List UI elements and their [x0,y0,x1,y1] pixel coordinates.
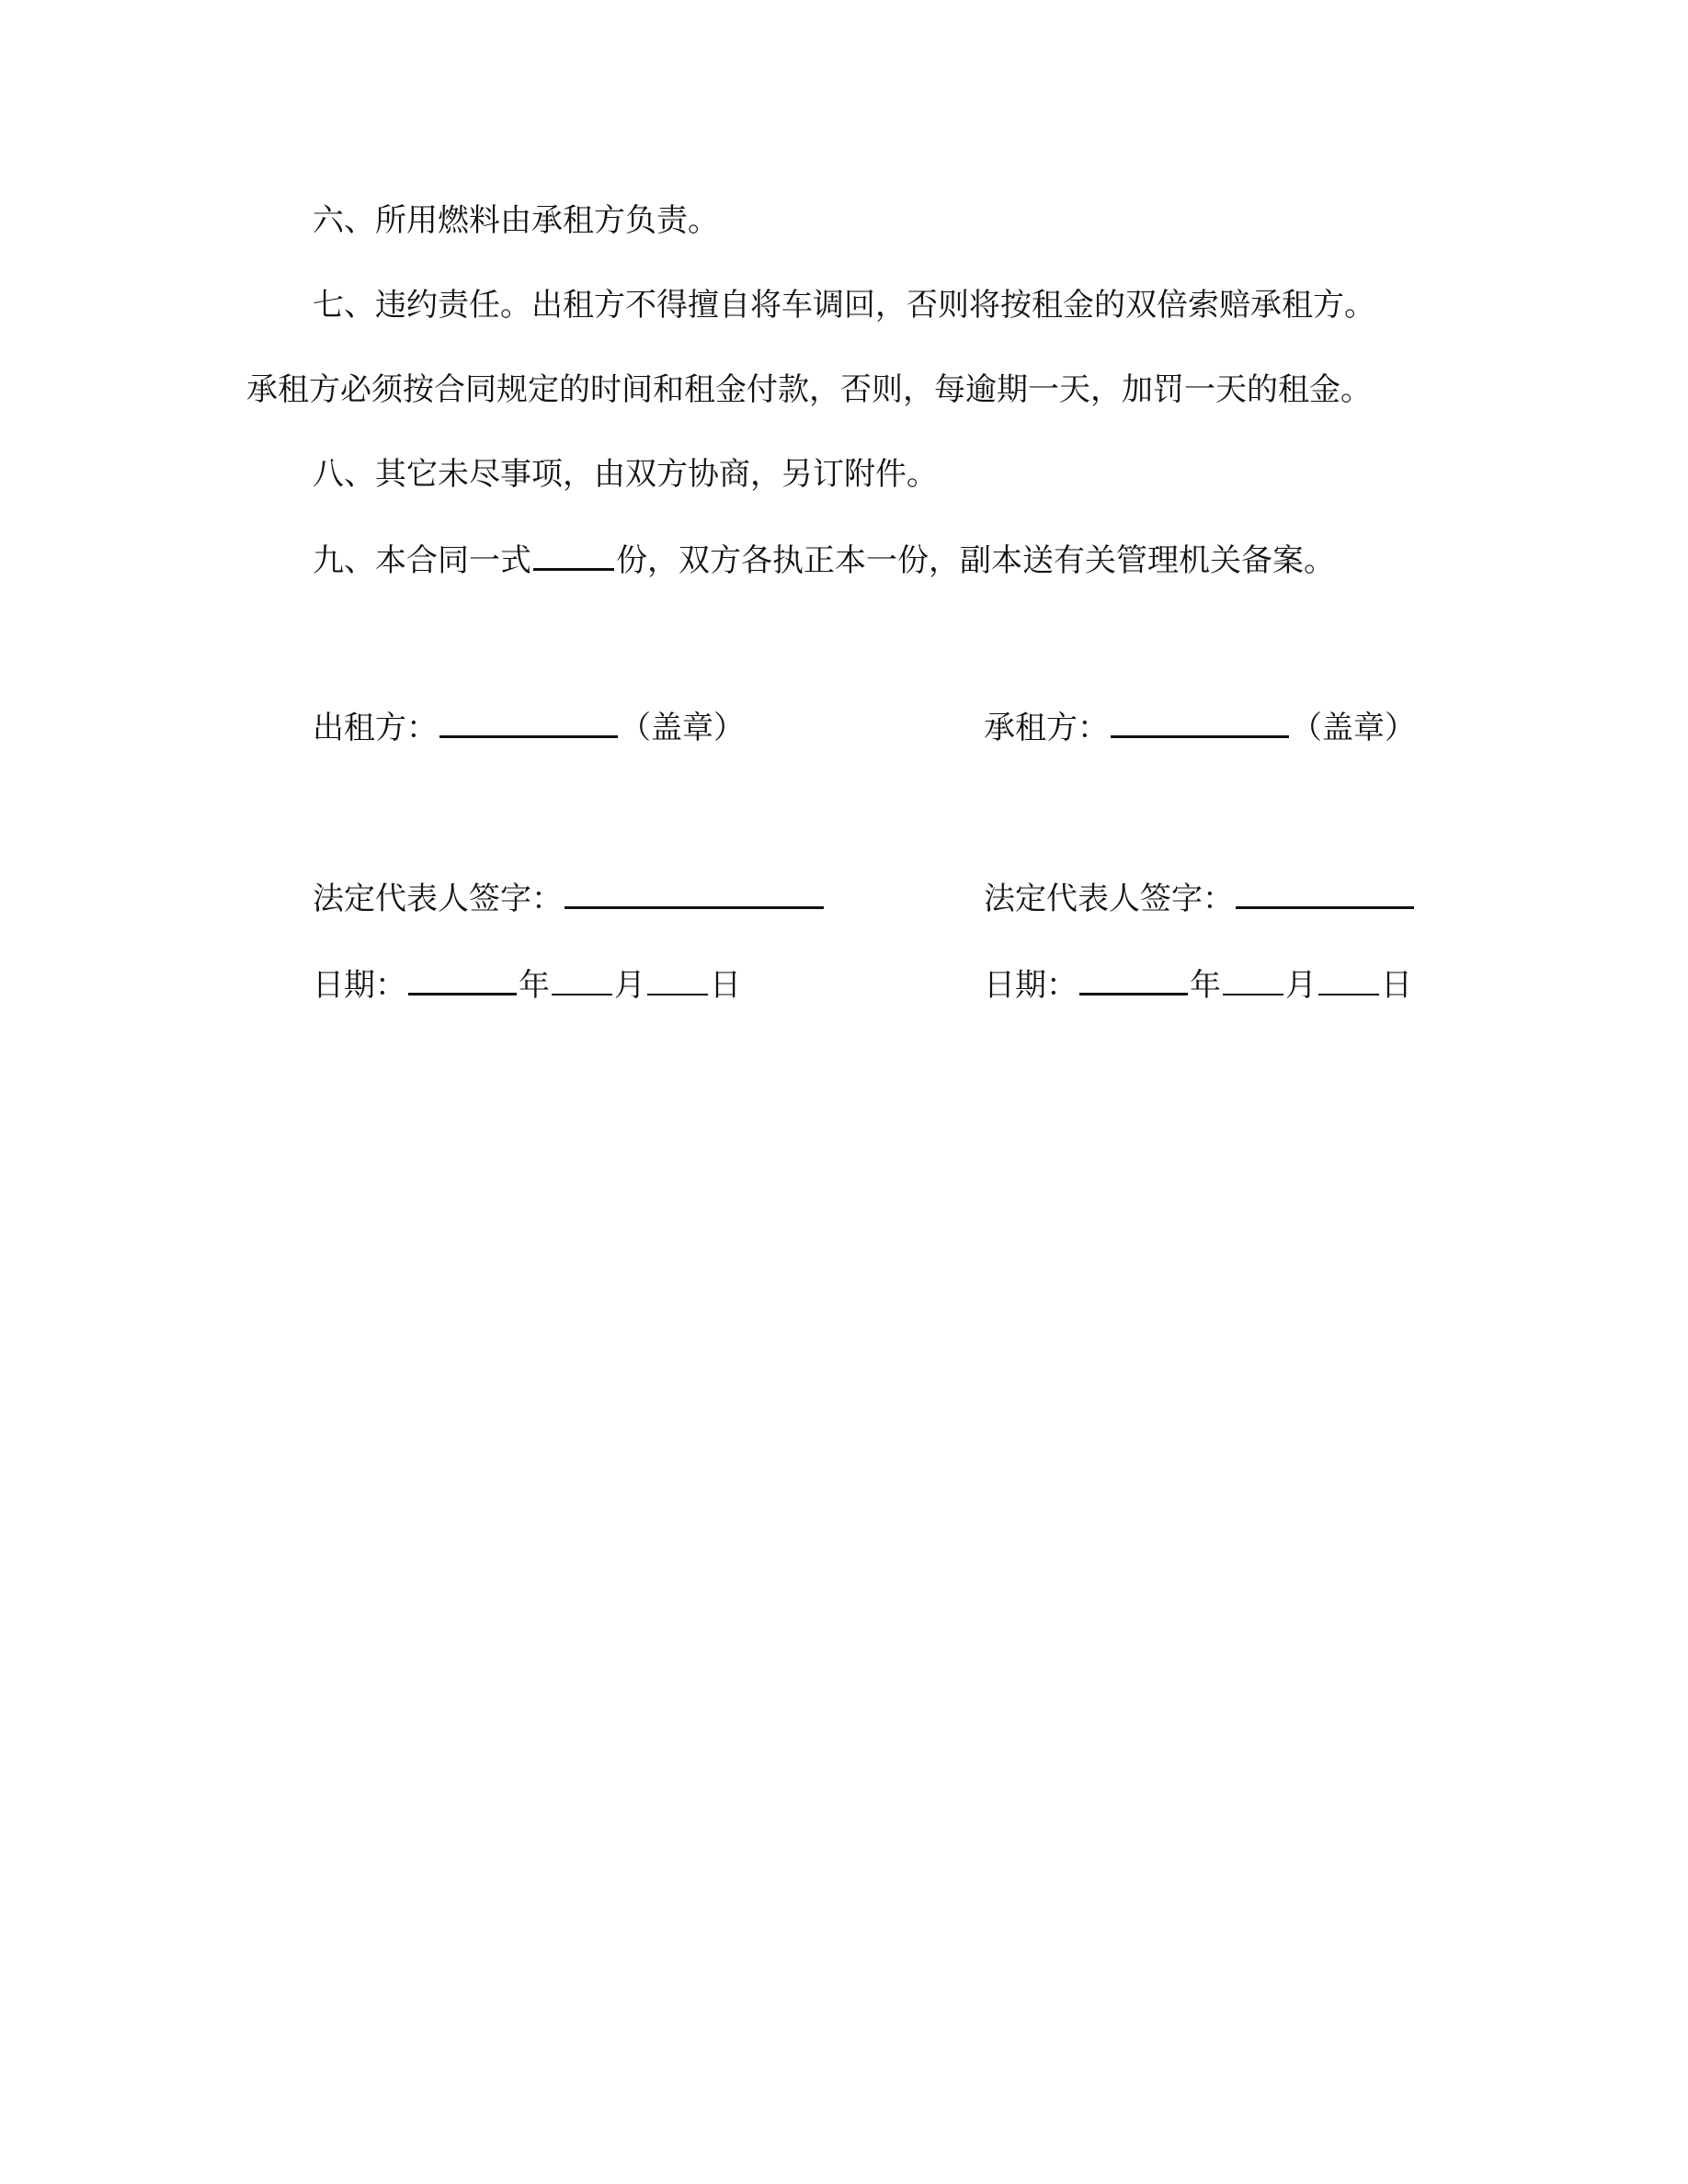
clause-nine-prefix: 九、本合同一式 [313,542,531,579]
lessee-year-blank[interactable] [1079,965,1188,995]
lessor-month-blank[interactable] [552,966,612,995]
clause-nine-suffix: 份，双方各执正本一份，副本送有关管理机关备案。 [616,542,1335,579]
lessor-line [313,708,745,748]
clause-nine [313,540,1335,581]
lessor-rep-label: 法定代表人签字： [313,881,563,917]
lessee-rep-signature-blank[interactable] [1236,879,1414,909]
lessor-year-blank[interactable] [408,965,517,995]
clause-six: 六、所用燃料由承租方负责。 [313,202,719,239]
lessee-line [984,708,1416,748]
lessor-name-blank[interactable] [439,708,618,738]
lessee-rep-label: 法定代表人签字： [984,881,1234,917]
lessee-label: 承租方： [984,710,1109,746]
lessee-seal: （盖章） [1291,710,1416,746]
lessee-date-line [984,965,1412,1006]
lessee-date-label: 日期： [984,967,1078,1004]
lessee-day-blank[interactable] [1318,966,1379,995]
lessor-day-label: 日 [710,967,741,1004]
lessor-seal: （盖章） [620,710,745,746]
lessor-date-label: 日期： [313,967,406,1004]
lessee-month-blank[interactable] [1223,966,1283,995]
lessee-year-label: 年 [1190,967,1221,1004]
lessor-date-line [313,965,741,1006]
clause-eight: 八、其它未尽事项，由双方协商，另订附件。 [313,456,938,493]
lessor-day-blank[interactable] [647,966,708,995]
clause-seven-line-2: 承租方必须按合同规定的时间和租金付款，否则，每逾期一天，加罚一天的租金。 [246,371,1372,408]
lessee-day-label: 日 [1381,967,1412,1004]
lessor-rep-signature-blank[interactable] [565,879,824,909]
lessee-rep-line [984,879,1416,919]
lessor-month-label: 月 [614,967,645,1004]
lessee-name-blank[interactable] [1111,708,1289,738]
lessee-month-label: 月 [1285,967,1317,1004]
lessor-year-label: 年 [519,967,550,1004]
lessor-rep-line [313,879,826,919]
lessor-label: 出租方： [313,710,438,746]
copies-count-blank[interactable] [533,540,614,571]
clause-seven-line-1: 七、违约责任。出租方不得擅自将车调回，否则将按租金的双倍索赔承租方。 [313,287,1375,324]
